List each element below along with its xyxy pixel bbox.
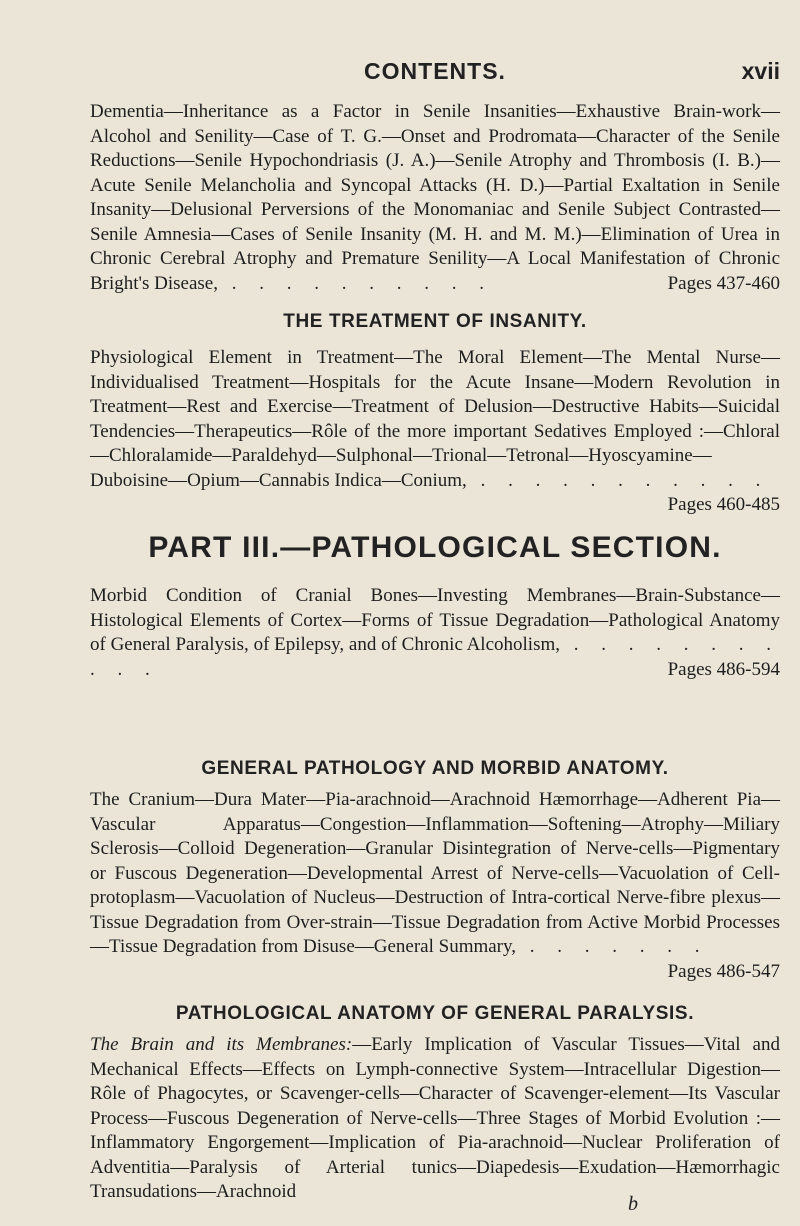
page-range: Pages 460-485 [667, 494, 780, 515]
leader-dots: . . . . . . . . . . [217, 272, 493, 294]
page-range: Pages 437-460 [667, 272, 780, 294]
entry-text: Morbid Condition of Cranial Bones—Investing Membranes—Brain-Substance—Histological Elements of Cortex—Forms of Tissue Degradation—Pathological Anatomy of General Paralysis, of Epilepsy, and of Chronic Alcoholism, [90, 585, 780, 655]
contents-entry-general-pathology [90, 788, 780, 984]
part-heading: PART III.—PATHOLOGICAL SECTION. [148, 531, 722, 564]
section-heading-general-paralysis: PATHOLOGICAL ANATOMY OF GENERAL PARALYSIS. [175, 1003, 695, 1024]
page-number: xvii [741, 58, 780, 84]
running-head-title: CONTENTS. [364, 58, 506, 84]
page-range: Pages 486-594 [667, 658, 780, 680]
contents-entry-part3 [90, 584, 780, 682]
leader-dots: . . . . . . . . . . . [90, 634, 781, 680]
page-range: Pages 486-547 [667, 960, 780, 982]
entry-text: Dementia—Inheritance as a Factor in Senile Insanities—Exhaustive Brain-work—Alcohol and Senility—Case of T. G.—Onset and Prodromata—Character of the Senile Reductions—Senile Hypochondriasis (J. A.)—Senile Atrophy and Thrombosis (I. B.)—Acute Senile Melancholia and Syncopal Attacks (H. D.)—Partial Exaltation in Senile Insanity—Delusional Perversions of the Monomaniac and Senile Subject Contrasted—Senile Amnesia—Cases of Senile Insanity (M. H. and M. M.)—Elimination of Urea in Chronic Cerebral Atrophy and Premature Senility—A Local Manifestation of Chronic Bright's Disease, [90, 101, 780, 294]
signature-mark: b [628, 1193, 638, 1215]
section-heading-treatment: THE TREATMENT OF INSANITY. [283, 311, 587, 332]
contents-entry-treatment [90, 346, 780, 518]
contents-entry-dementia [90, 100, 780, 296]
entry-text: Physiological Element in Treatment—The Moral Element—The Mental Nurse—Individualised Treatment—Hospitals for the Acute Insane—Modern Revolution in Treatment—Rest and Exercise—Treatment of Delusion—Destructive Habits—Suicidal Tendencies—Therapeutics—Rôle of the more important Sedatives Employed :—Chloral—Chloralamide—Paraldehyd—Sulphonal—Trional—Tetronal—Hyoscyamine—Duboisine—Opium—Cannabis Indica—Conium, [90, 347, 780, 491]
running-head [90, 58, 780, 92]
contents-entry-general-paralysis [90, 1033, 780, 1205]
leader-dots: . . . . . . . [516, 936, 709, 957]
section-heading-general-pathology: GENERAL PATHOLOGY AND MORBID ANATOMY. [201, 758, 669, 779]
leader-dots: . . . . . . . . . . . [466, 469, 770, 491]
entry-text: The Cranium—Dura Mater—Pia-arachnoid—Arachnoid Hæmorrhage—Adherent Pia—Vascular Apparatus—Congestion—Inflammation—Softening—Atrophy—Miliary Sclerosis—Colloid Degeneration—Granular Disintegration of Nerve-cells—Pigmentary or Fuscous Degeneration—Developmental Arrest of Nerve-cells—Vacuolation of Cell-protoplasm—Vacuolation of Nucleus—Destruction of Intra-cortical Nerve-fibre plexus—Tissue Degradation from Over-strain—Tissue Degradation from Active Morbid Processes—Tissue Degradation from Disuse—General Summary, [90, 789, 780, 957]
entry-text: —Early Implication of Vascular Tissues—Vital and Mechanical Effects—Effects on Lymph-connective System—Intracellular Digestion—Rôle of Phagocytes, or Scavenger-cells—Character of Scavenger-element—Its Vascular Process—Fuscous Degeneration of Nerve-cells—Three Stages of Morbid Evolution :—Inflammatory Engorgement—Implication of Pia-arachnoid—Nuclear Proliferation of Adventitia—Paralysis of Arterial tunics—Diapedesis—Exudation—Hæmorrhagic Transudations—Arachnoid [90, 1034, 780, 1202]
entry-lead-italic: The Brain and its Membranes: [90, 1034, 353, 1055]
